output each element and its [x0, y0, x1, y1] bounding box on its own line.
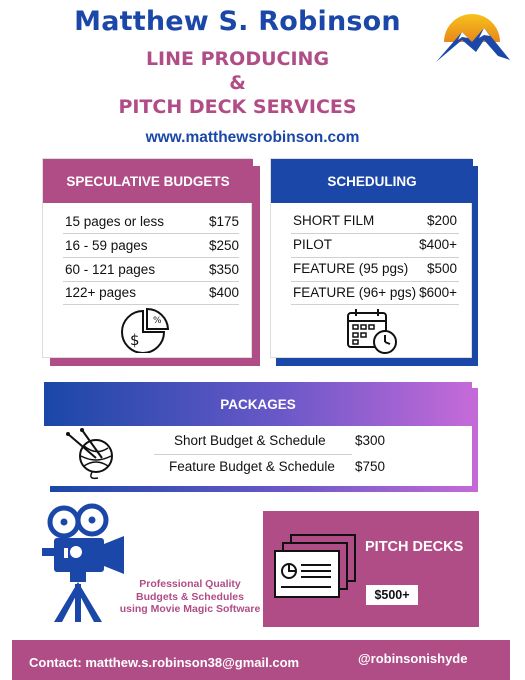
- page-title: Matthew S. Robinson: [74, 6, 401, 37]
- packages-card: [44, 426, 472, 486]
- row-label: 16 - 59 pages: [65, 238, 148, 253]
- pitch-decks-price-badge: $500+: [366, 585, 418, 605]
- calendar-clock-icon: [345, 307, 399, 360]
- svg-text:$: $: [130, 331, 140, 349]
- yarn-ball-icon: [62, 428, 122, 487]
- pitch-decks-card: [263, 511, 479, 627]
- service-line-1: LINE PRODUCING: [145, 48, 330, 70]
- packages-header-bg: [44, 382, 472, 426]
- budget-row: [43, 238, 251, 253]
- website-link[interactable]: www.matthewsrobinson.com: [145, 129, 360, 146]
- budget-row: [43, 285, 251, 300]
- software-note: [110, 578, 270, 616]
- software-note-line3: using Movie Magic Software: [119, 603, 261, 615]
- row-label: FEATURE (95 pgs): [293, 261, 409, 276]
- row-label: 122+ pages: [65, 285, 136, 300]
- speculative-budgets-card: [42, 158, 252, 358]
- row-label: 15 pages or less: [65, 214, 165, 229]
- row-price: $500: [426, 261, 457, 276]
- package-label: Short Budget & Schedule: [174, 433, 326, 448]
- row-price: $400: [208, 285, 239, 300]
- packages-header: PACKAGES: [220, 396, 296, 412]
- package-price: $750: [355, 459, 386, 474]
- ampersand: &: [229, 72, 246, 94]
- package-price: $300: [355, 433, 386, 448]
- row-label: SHORT FILM: [293, 213, 375, 228]
- service-line-2: PITCH DECK SERVICES: [118, 96, 357, 118]
- package-label: Feature Budget & Schedule: [169, 459, 335, 474]
- scheduling-header: SCHEDULING: [271, 159, 473, 203]
- row-price: $350: [208, 262, 239, 277]
- pitch-decks-title: PITCH DECKS: [365, 539, 464, 555]
- svg-text:%: %: [153, 316, 162, 326]
- budget-row: [43, 262, 251, 277]
- budget-pie-chart-icon: [117, 307, 171, 358]
- footer-bar: [12, 640, 510, 680]
- row-price: $400+: [419, 237, 457, 252]
- social-handle[interactable]: @robinsonishyde: [358, 651, 468, 666]
- budget-row: [43, 214, 251, 229]
- row-price: $200: [426, 213, 457, 228]
- schedule-row: [271, 261, 471, 276]
- mountain-sun-logo: [432, 10, 512, 68]
- software-note-line1: Professional Quality: [139, 578, 241, 590]
- schedule-row: [271, 285, 471, 300]
- scheduling-card: [270, 158, 472, 358]
- schedule-row: [271, 213, 471, 228]
- row-label: FEATURE (96+ pgs): [293, 285, 417, 300]
- row-label: PILOT: [293, 237, 333, 252]
- row-label: 60 - 121 pages: [65, 262, 156, 277]
- row-price: $250: [208, 238, 239, 253]
- row-price: $600+: [419, 285, 457, 300]
- software-note-line2: Budgets & Schedules: [136, 590, 244, 603]
- slides-deck-icon: [269, 533, 359, 618]
- schedule-row: [271, 237, 471, 252]
- speculative-budgets-header: SPECULATIVE BUDGETS: [43, 159, 253, 203]
- contact-email[interactable]: Contact: matthew.s.robinson38@gmail.com: [29, 655, 300, 670]
- row-price: $175: [208, 214, 239, 229]
